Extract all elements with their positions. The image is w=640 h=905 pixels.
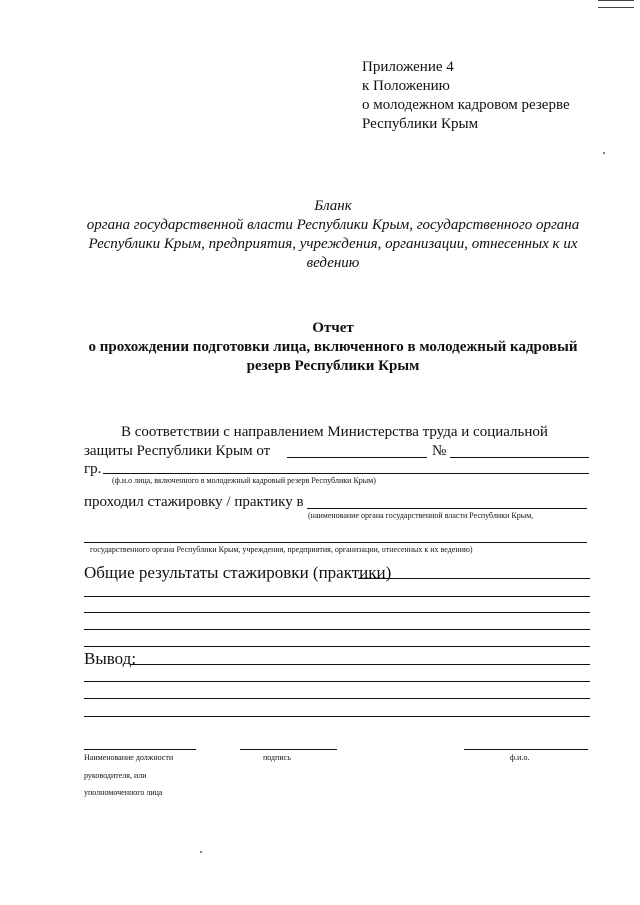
results-field[interactable] (358, 578, 590, 579)
position-label: уполномоченного лица (84, 788, 163, 797)
date-field[interactable] (287, 457, 427, 458)
letterhead-block (80, 197, 586, 273)
letterhead-line: ведению (306, 255, 360, 271)
scan-artifact (598, 0, 634, 8)
organization-field[interactable] (307, 508, 587, 509)
appendix-line: Республики Крым (362, 116, 479, 132)
signature-caption: подпись (263, 753, 291, 762)
number-sign: № (432, 443, 447, 459)
appendix-line: к Положению (362, 78, 450, 94)
conclusion-label: Вывод: (84, 649, 137, 668)
results-line[interactable] (84, 612, 590, 613)
report-title-line: резерв Республики Крым (246, 358, 420, 374)
position-label: Наименование должности (84, 753, 174, 762)
number-field[interactable] (450, 457, 589, 458)
letterhead-line: органа государственной власти Республики Крым, государственного органа (86, 217, 580, 233)
position-signature-line[interactable] (84, 749, 196, 750)
results-line[interactable] (84, 629, 590, 630)
report-title (60, 319, 606, 376)
conclusion-line[interactable] (84, 681, 590, 682)
results-label: Общие результаты стажировки (практики) (84, 563, 392, 582)
appendix-line: Приложение 4 (362, 59, 454, 75)
letterhead-line: Республики Крым, предприятия, учреждения, организации, отнесенных к их (88, 236, 578, 252)
appendix-line: о молодежном кадровом резерве (362, 97, 570, 113)
results-line[interactable] (84, 646, 590, 647)
letterhead-line: Бланк (314, 198, 352, 214)
organization-caption: (наименование органа государственной власти Республики Крым, (308, 511, 534, 520)
internship-label: проходил стажировку / практику в (84, 494, 304, 510)
appendix-block (362, 58, 570, 134)
report-title-line: о прохождении подготовки лица, включенного в молодежный кадровый (88, 339, 578, 355)
scan-speck (200, 851, 202, 853)
gr-label: гр. (84, 461, 102, 477)
position-label: руководителя, или (84, 771, 147, 780)
conclusion-field[interactable] (130, 664, 590, 665)
organization-field-continued[interactable] (84, 542, 587, 543)
fio-signature-line[interactable] (464, 749, 588, 750)
scan-speck (603, 152, 605, 154)
fio-field[interactable] (103, 473, 589, 474)
fio-caption-sign: ф.и.о. (510, 753, 530, 762)
body-line-2: защиты Республики Крым от (84, 443, 271, 459)
body-line-1: В соответствии с направлением Министерства труда и социальной (121, 424, 548, 440)
fio-caption: (ф.и.о лица, включенного в молодежный кадровый резерв Республики Крым) (112, 476, 376, 485)
results-line[interactable] (84, 596, 590, 597)
signature-line[interactable] (240, 749, 337, 750)
conclusion-line[interactable] (84, 698, 590, 699)
organization-caption-continued: государственного органа Республики Крым, учреждения, предприятия, организации, отнесенных к их ведению) (90, 545, 473, 554)
report-title-line: Отчет (312, 320, 354, 336)
conclusion-line[interactable] (84, 716, 590, 717)
